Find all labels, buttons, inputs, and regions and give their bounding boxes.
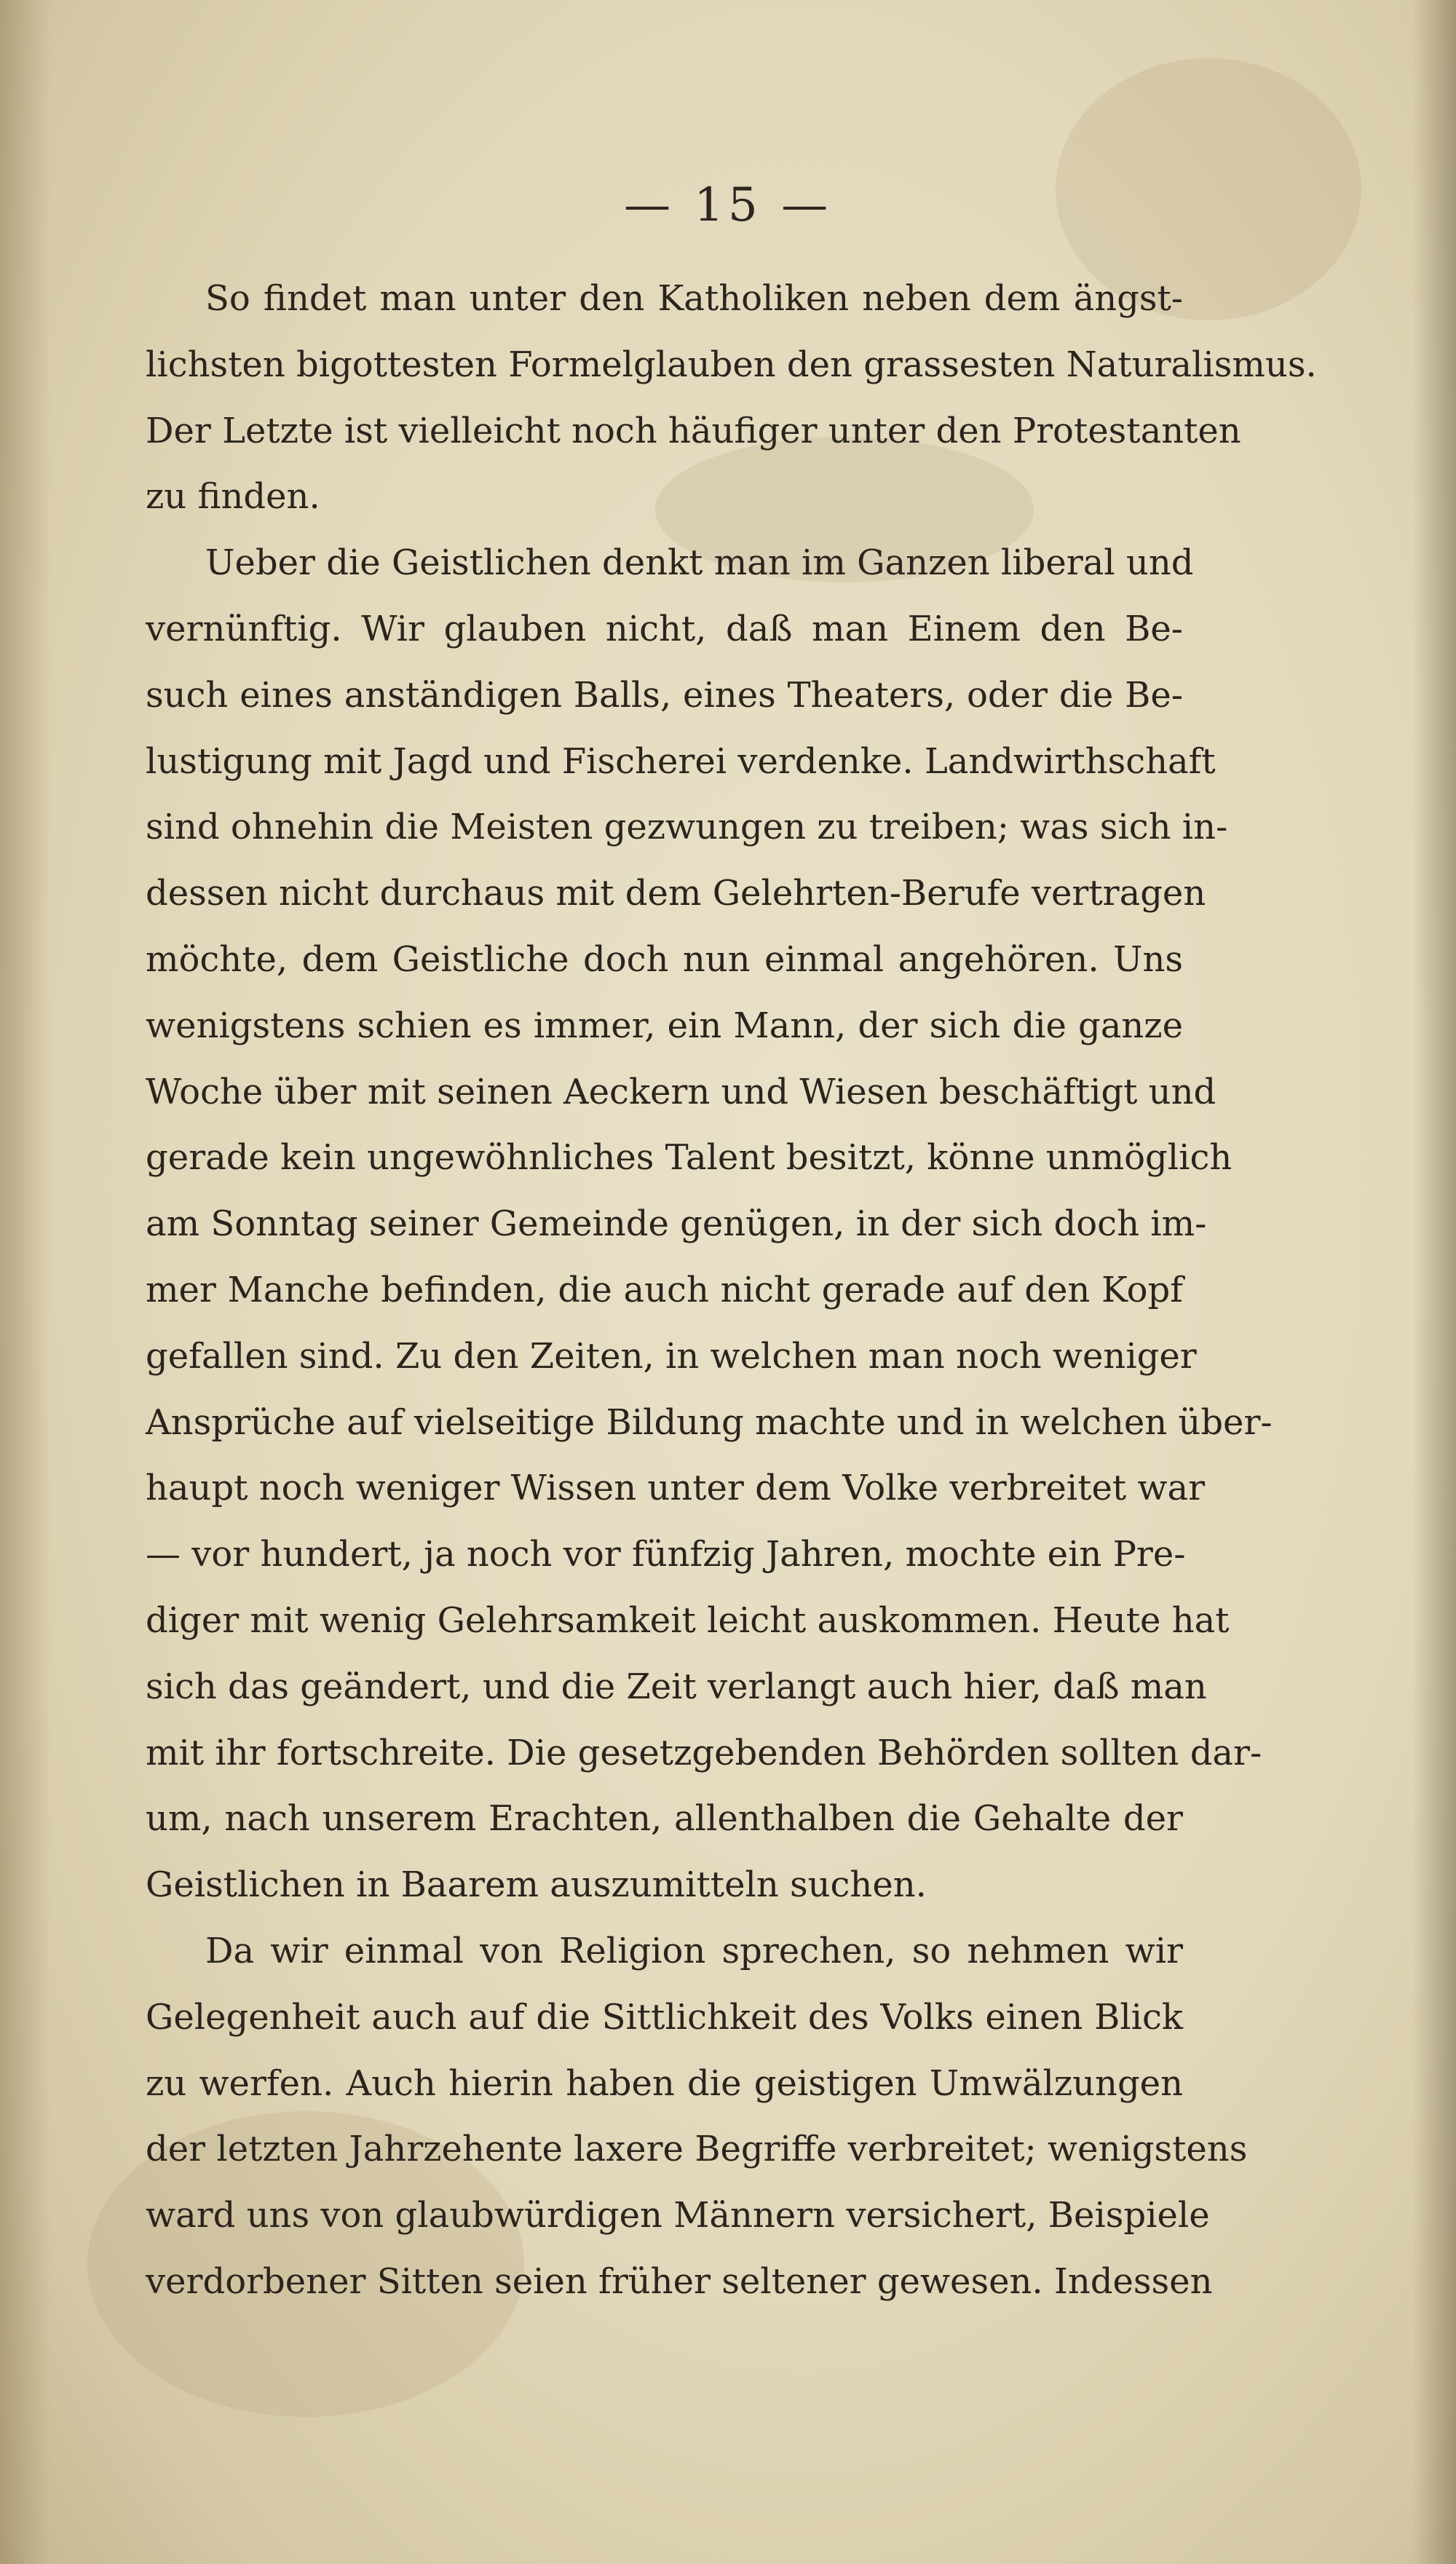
text-line: — vor hundert, ja noch vor fünfzig Jahren, mochte ein Pre- [146,1534,1186,1575]
text-line: sich das geändert, und die Zeit verlangt auch hier, daß man [146,1666,1207,1707]
text-line: Woche über mit seinen Aeckern und Wiesen beschäftigt und [146,1071,1216,1112]
text-line: möchte, dem Geistliche doch nun einmal angehören. Uns [146,938,1183,980]
text-line: mit ihr fortschreite. Die gesetzgebenden Behörden sollten dar- [146,1732,1262,1773]
text-line: der letzten Jahrzehente laxere Begriffe verbreitet; wenigstens [146,2129,1248,2170]
text-line: am Sonntag seiner Gemeinde genügen, in der sich doch im- [146,1203,1207,1245]
page-number: — 15 — [623,178,833,232]
text-line: mer Manche befinden, die auch nicht gerade auf den Kopf [146,1269,1183,1310]
text-line: Ueber die Geistlichen denkt man im Ganzen liberal und [205,542,1194,584]
text-line: sind ohnehin die Meisten gezwungen zu treiben; was sich in- [146,807,1228,848]
text-line: Gelegenheit auch auf die Sittlichkeit des Volks einen Blick [146,1996,1183,2038]
text-line: ward uns von glaubwürdigen Männern versichert, Beispiele [146,2195,1210,2236]
text-line: such eines anständigen Balls, eines Theaters, oder die Be- [146,674,1183,716]
text-line: haupt noch weniger Wissen unter dem Volke verbreitet war [146,1468,1206,1509]
text-line: So findet man unter den Katholiken neben dem ängst- [205,278,1183,319]
text-line: Ansprüche auf vielseitige Bildung machte und in welchen über- [146,1401,1273,1443]
text-line: Geistlichen in Baarem auszumitteln suchen. [146,1864,927,1906]
text-line: dessen nicht durchaus mit dem Gelehrten-Berufe vertragen [146,873,1206,914]
text-line: verdorbener Sitten seien früher seltener gewesen. Indessen [146,2260,1213,2302]
text-line: Da wir einmal von Religion sprechen, so nehmen wir [205,1930,1183,1971]
text-line: vernünftig. Wir glauben nicht, daß man Einem den Be- [146,608,1183,649]
text-line: diger mit wenig Gelehrsamkeit leicht auskommen. Heute hat [146,1599,1230,1641]
text-line: gefallen sind. Zu den Zeiten, in welchen man noch weniger [146,1335,1197,1377]
text-line: lichsten bigottesten Formelglauben den grassesten Naturalismus. [146,344,1317,385]
text-line: gerade kein ungewöhnliches Talent besitzt, könne unmöglich [146,1137,1233,1179]
text-line: wenigstens schien es immer, ein Mann, der sich die ganze [146,1005,1183,1046]
text-line: zu finden. [146,476,320,518]
text-line: um, nach unserem Erachten, allenthalben die Gehalte der [146,1798,1183,1840]
body-text [146,266,1317,2315]
text-line: lustigung mit Jagd und Fischerei verdenke. Landwirthschaft [146,740,1216,782]
text-line: zu werfen. Auch hierin haben die geistigen Umwälzungen [146,2062,1183,2104]
text-line: Der Letzte ist vielleicht noch häufiger unter den Protestanten [146,410,1241,451]
